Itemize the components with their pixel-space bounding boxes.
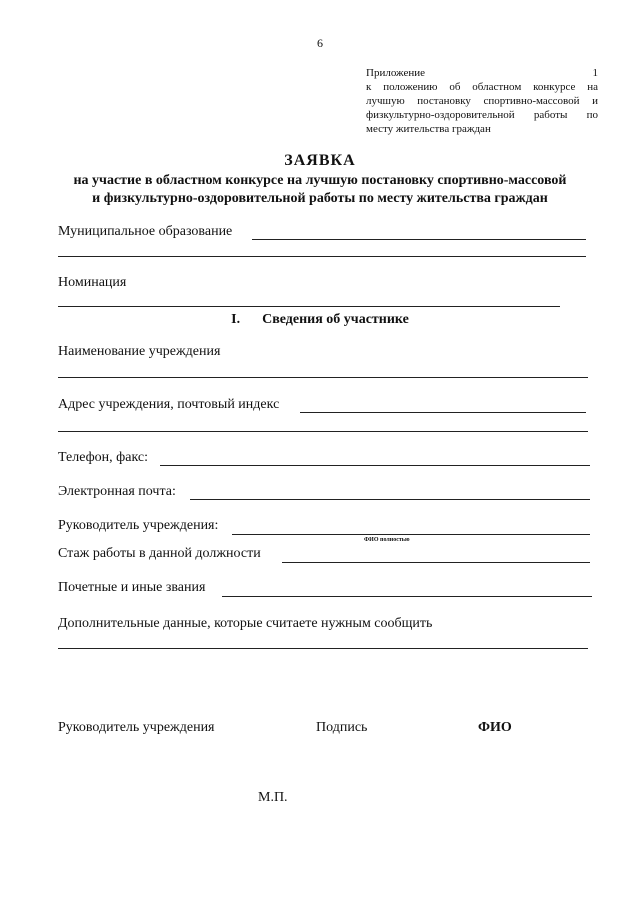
titles-field[interactable]	[222, 596, 592, 597]
institution-name-label: Наименование учреждения	[58, 344, 221, 359]
address-field[interactable]	[300, 412, 586, 413]
appendix-line: лучшую постановку спортивно-массовой и	[366, 95, 598, 107]
appendix-line: к положению об областном конкурсе на	[366, 81, 598, 93]
section-header	[0, 312, 640, 328]
appendix-line: Приложение 1	[366, 67, 598, 79]
director-hint: ФИО полностью	[364, 537, 410, 543]
appendix-note	[366, 66, 598, 136]
section-title: Сведения об участнике	[262, 312, 409, 327]
additional-field[interactable]	[58, 648, 588, 649]
document-title: ЗАЯВКА	[284, 152, 356, 169]
additional-label: Дополнительные данные, которые считаете нужным сообщить	[58, 616, 433, 631]
phone-field[interactable]	[160, 465, 590, 466]
director-label: Руководитель учреждения:	[58, 518, 219, 533]
signature-sign-label: Подпись	[316, 720, 368, 735]
stamp-placeholder: М.П.	[258, 790, 288, 805]
nomination-label: Номинация	[58, 275, 127, 290]
experience-field[interactable]	[282, 562, 590, 563]
experience-label: Стаж работы в данной должности	[58, 546, 261, 561]
nomination-field[interactable]	[58, 306, 560, 307]
titles-label: Почетные и иные звания	[58, 580, 206, 595]
subtitle-line-2: и физкультурно-оздоровительной работы по месту жительства граждан	[92, 191, 548, 206]
document-subtitle	[40, 172, 600, 208]
municipality-field-continuation[interactable]	[58, 256, 586, 257]
director-field[interactable]	[232, 534, 590, 535]
appendix-line: физкультурно-оздоровительной работы по	[366, 109, 598, 121]
appendix-line: месту жительства граждан	[366, 123, 491, 135]
municipality-label: Муниципальное образование	[58, 224, 233, 239]
address-field-continuation[interactable]	[58, 431, 588, 432]
institution-name-field[interactable]	[58, 377, 588, 378]
municipality-field[interactable]	[252, 239, 586, 240]
signature-director-label: Руководитель учреждения	[58, 720, 215, 735]
email-field[interactable]	[190, 499, 590, 500]
page-number: 6	[317, 36, 323, 50]
subtitle-line-1: на участие в областном конкурсе на лучшую постановку спортивно-массовой	[73, 173, 567, 188]
address-label: Адрес учреждения, почтовый индекс	[58, 397, 280, 412]
phone-label: Телефон, факс:	[58, 450, 149, 465]
section-number: I.	[231, 312, 241, 327]
email-label: Электронная почта:	[58, 484, 176, 499]
signature-name-label: ФИО	[478, 720, 512, 735]
